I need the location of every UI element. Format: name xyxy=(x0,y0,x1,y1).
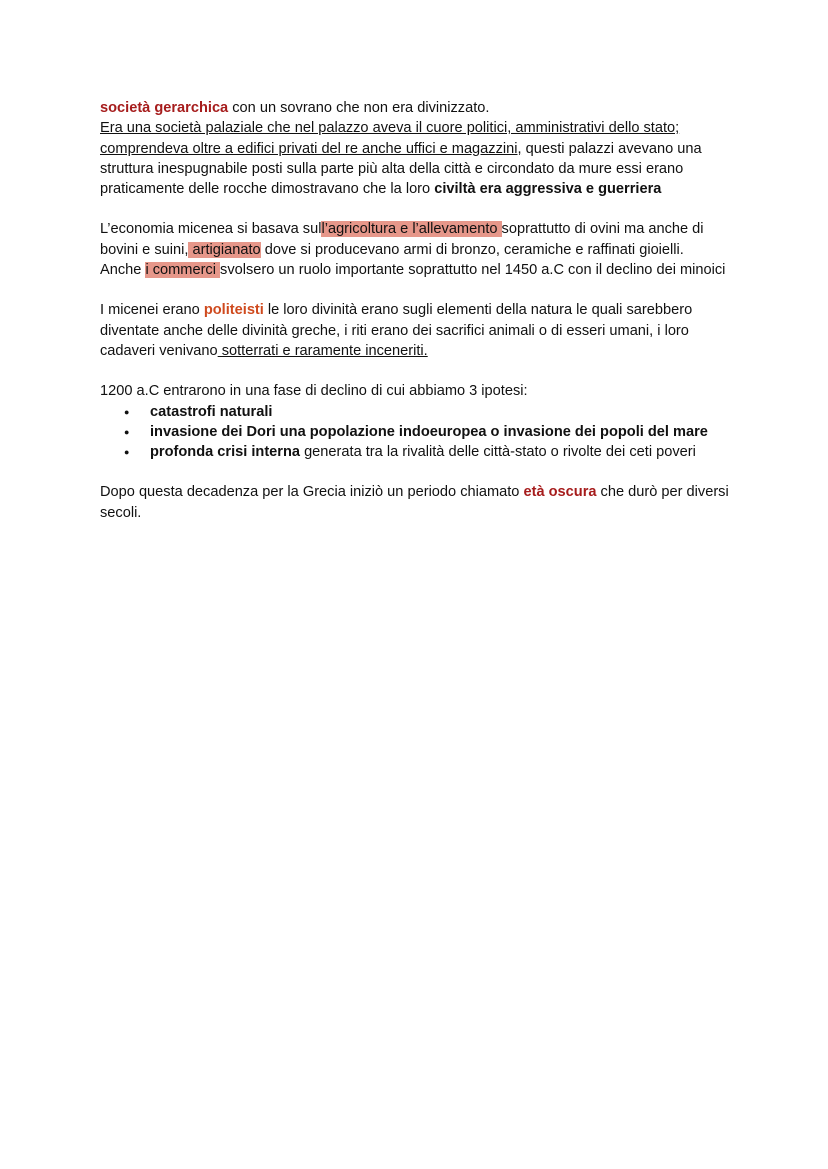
highlight-agricoltura: l’agricoltura e l’allevamento xyxy=(321,221,502,238)
text-anche: Anche xyxy=(100,262,146,279)
hypothesis-crisi: profonda crisi interna xyxy=(150,444,301,461)
document-content xyxy=(100,98,740,523)
list-item xyxy=(150,442,740,462)
term-societa-gerarchica: società gerarchica xyxy=(100,100,229,116)
list-item xyxy=(150,422,740,442)
paragraph-economy xyxy=(100,219,740,280)
term-politeisti: politeisti xyxy=(203,302,264,319)
term-civilta-aggressiva: civiltà era aggressiva e guerriera xyxy=(434,181,662,198)
hypothesis-crisi-detail: generata tra la rivalità delle città-stato o rivolte dei ceti poveri xyxy=(300,444,696,461)
text-micenei: I micenei erano xyxy=(100,302,204,319)
underlined-sotterrati: sotterrati e raramente inceneriti. xyxy=(217,342,428,359)
text-sovrano: con un sovrano che non era divinizzato. xyxy=(228,100,490,116)
list-item xyxy=(150,402,740,422)
hypotheses-list xyxy=(100,402,740,463)
highlight-commerci: i commerci xyxy=(145,262,221,279)
text-svolsero: svolsero un ruolo importante soprattutto nel 1450 a.C con il declino dei minoici xyxy=(220,262,726,279)
term-eta-oscura: età oscura xyxy=(523,484,597,501)
text-palazzi: questi palazzi avevano una struttura inespugnabile posti sulla parte più alta della città e circondato da mure essi erano praticamente delle rocche dimostravano che la loro xyxy=(100,140,702,198)
underlined-palazzo: Era una società palaziale che nel palazzo aveva il cuore politici, amministrativi dello stato; comprendeva oltre a edifici privati del re anche uffici e magazzini, xyxy=(100,120,680,157)
paragraph-society xyxy=(100,98,740,199)
text-divinita: le loro divinità erano sugli elementi della natura le quali sarebbero diventate anche delle divinità greche, i riti erano dei sacrifici animali o di esseri umani, i loro cadaveri venivano xyxy=(100,302,693,359)
paragraph-decline-intro: 1200 a.C entrarono in una fase di declino di cui abbiamo 3 ipotesi: xyxy=(100,383,528,400)
text-secoli: che durò per diversi secoli. xyxy=(100,484,729,521)
text-economia: L’economia micenea si basava sul xyxy=(100,221,322,238)
text-ovini: soprattutto di ovini ma anche di bovini e suini, xyxy=(100,221,704,258)
hypothesis-dori: invasione dei Dori una popolazione indoeuropea o invasione dei popoli del mare xyxy=(150,423,708,440)
paragraph-dark-age xyxy=(100,482,740,523)
paragraph-religion xyxy=(100,300,740,361)
hypothesis-catastrofi: catastrofi naturali xyxy=(150,403,273,420)
highlight-artigianato: artigianato xyxy=(188,241,261,258)
text-decadenza: Dopo questa decadenza per la Grecia iniziò un periodo chiamato xyxy=(100,484,524,501)
text-armi: dove si producevano armi di bronzo, ceramiche e raffinati gioielli. xyxy=(260,241,684,258)
